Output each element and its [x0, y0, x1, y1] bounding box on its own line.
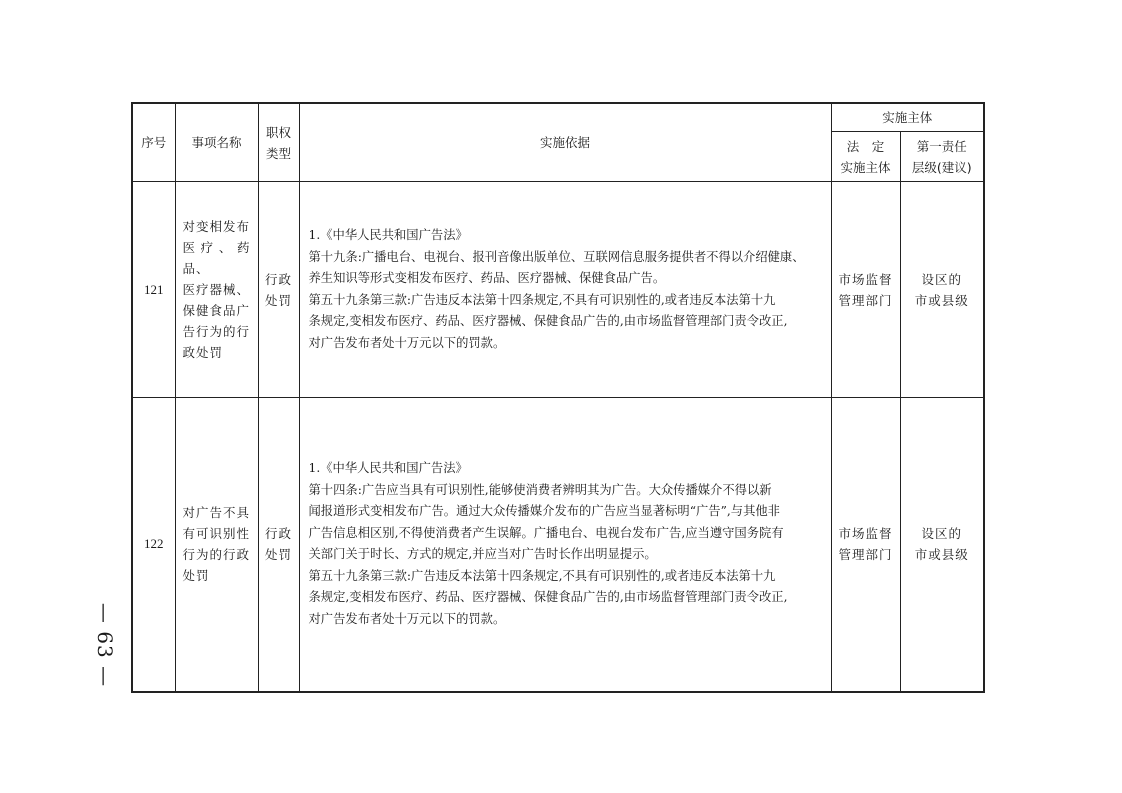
- header-type-line2: 类型: [265, 145, 291, 161]
- name-line: 医疗器械、: [182, 282, 251, 297]
- name-line: 保健食品广: [182, 303, 251, 318]
- basis-line: 第十四条:广告应当具有可识别性,能够使消费者辨明其为广告。大众传播媒介不得以新: [308, 482, 772, 497]
- legal-line: 管理部门: [838, 547, 893, 563]
- table-row: [132, 182, 984, 398]
- name-line: 行为的行政: [182, 547, 251, 563]
- basis-line: 关部门关于时长、方式的规定,并应当对广告时长作出明显提示。: [308, 547, 657, 562]
- row-seq: 122: [132, 398, 175, 692]
- row-legal-basis: [299, 398, 831, 692]
- type-line: 处罚: [264, 292, 292, 308]
- basis-line: 条规定,变相发布医疗、药品、医疗器械、保健食品广告的,由市场监督管理部门责令改正,: [308, 590, 788, 605]
- header-type: [258, 103, 299, 182]
- header-level-line1: 第一责任: [916, 138, 967, 154]
- basis-line: 广告信息相区别,不得使消费者产生误解。广播电台、电视台发布广告,应当遵守国务院有: [308, 525, 784, 540]
- type-line: 处罚: [264, 547, 292, 563]
- name-line: 政处罚: [182, 345, 224, 360]
- row-item-name: [175, 182, 258, 398]
- name-line: 处罚: [182, 568, 210, 584]
- name-line: 告行为的行: [182, 324, 251, 339]
- row-legal-subject: [831, 398, 900, 692]
- level-line: 市或县级: [914, 547, 969, 563]
- basis-line: 1.《中华人民共和国广告法》: [308, 228, 468, 242]
- table-row: [132, 398, 984, 692]
- level-line: 设区的: [921, 271, 963, 287]
- page-number: [88, 600, 122, 690]
- header-legal-line2: 实施主体: [840, 159, 891, 175]
- header-type-line1: 职权: [265, 124, 291, 140]
- legal-line: 市场监督: [838, 271, 893, 287]
- page-number-text: — 63 —: [93, 602, 117, 688]
- row-responsibility-level: [900, 398, 984, 692]
- basis-line: 条规定,变相发布医疗、药品、医疗器械、保健食品广告的,由市场监督管理部门责令改正,: [308, 314, 788, 328]
- name-line: 对变相发布: [182, 219, 251, 234]
- name-line: 医疗、药品、: [182, 240, 251, 276]
- level-line: 市或县级: [914, 292, 969, 308]
- row-seq: 121: [132, 182, 175, 398]
- header-legal-line1: 法 定: [846, 138, 885, 154]
- type-line: 行政: [264, 526, 292, 542]
- basis-line: 闻报道形式变相发布广告。通过大众传播媒介发布的广告应当显著标明“广告”,与其他非: [308, 504, 780, 519]
- row-legal-subject: [831, 182, 900, 398]
- header-seq: 序号: [132, 103, 175, 182]
- name-line: 对广告不具: [182, 505, 251, 521]
- basis-line: 对广告发布者处十万元以下的罚款。: [308, 611, 506, 626]
- row-responsibility-level: [900, 182, 984, 398]
- basis-line: 1.《中华人民共和国广告法》: [308, 461, 468, 476]
- row-legal-basis: [299, 182, 831, 398]
- type-line: 行政: [264, 271, 292, 287]
- header-basis: 实施依据: [299, 103, 831, 182]
- name-line: 有可识别性: [182, 526, 251, 542]
- basis-line: 第五十九条第三款:广告违反本法第十四条规定,不具有可识别性的,或者违反本法第十九: [308, 292, 776, 307]
- basis-line: 养生知识等形式变相发布医疗、药品、医疗器械、保健食品广告。: [308, 271, 666, 285]
- legal-line: 管理部门: [838, 292, 893, 308]
- header-legal-subject: [831, 132, 900, 182]
- basis-line: 对广告发布者处十万元以下的罚款。: [308, 335, 506, 350]
- header-level-line2: 层级(建议): [911, 159, 972, 175]
- level-line: 设区的: [921, 526, 963, 542]
- basis-line: 第十九条:广播电台、电视台、报刊音像出版单位、互联网信息服务提供者不得以介绍健康、: [308, 249, 805, 264]
- header-name: 事项名称: [175, 103, 258, 182]
- enforcement-items-table: [131, 102, 985, 693]
- header-responsibility-level: [900, 132, 984, 182]
- legal-line: 市场监督: [838, 526, 893, 542]
- row-authority-type: [258, 398, 299, 692]
- header-subject-group: 实施主体: [831, 103, 984, 132]
- row-item-name: [175, 398, 258, 692]
- row-authority-type: [258, 182, 299, 398]
- basis-line: 第五十九条第三款:广告违反本法第十四条规定,不具有可识别性的,或者违反本法第十九: [308, 568, 776, 583]
